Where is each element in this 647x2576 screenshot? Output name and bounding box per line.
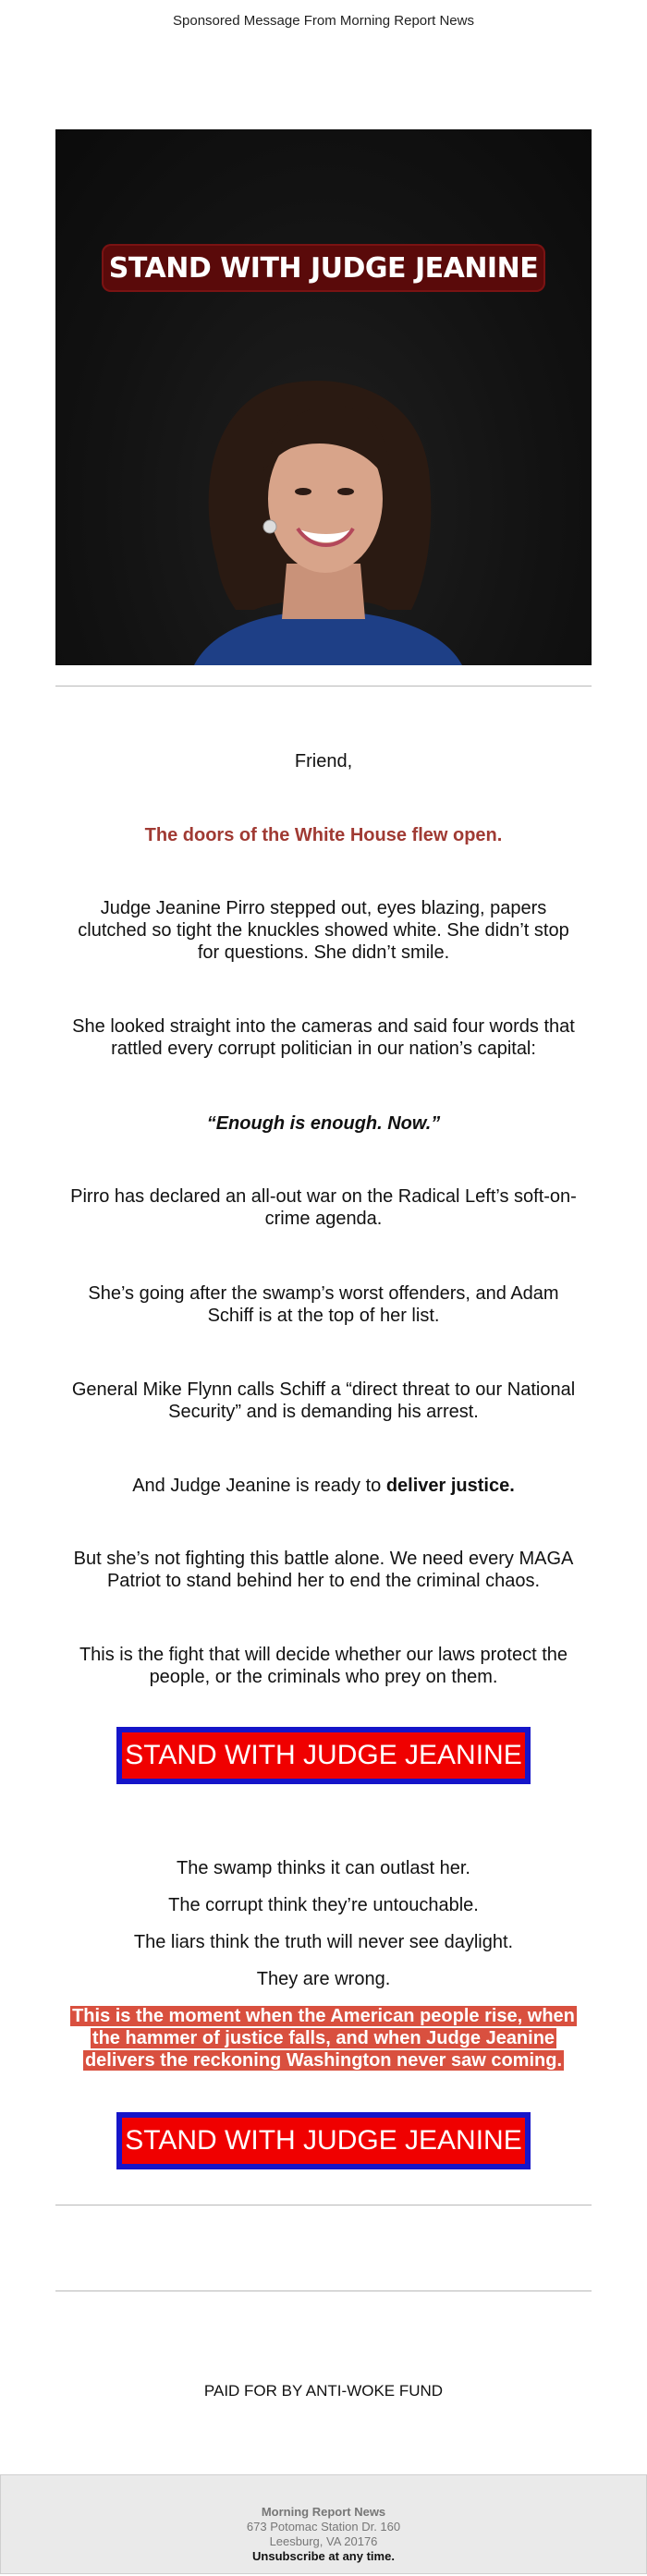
sponsored-message: Sponsored Message From Morning Report News	[173, 13, 474, 29]
headline: The doors of the White House flew open.	[144, 825, 503, 845]
paragraph-7: But she’s not fighting this battle alone. We need every MAGA Patriot to stand behind her to end the criminal chaos.	[73, 1549, 574, 1591]
unsubscribe-link[interactable]: Unsubscribe at any time.	[252, 2549, 395, 2563]
hero-banner	[102, 244, 545, 292]
statement-1: The swamp thinks it can outlast her.	[177, 1858, 470, 1878]
paragraph-1: Judge Jeanine Pirro stepped out, eyes blazing, papers clutched so tight the knuckles showed white. She didn’t stop for questions. She didn’t smile.	[78, 898, 569, 963]
divider-3	[55, 2290, 592, 2291]
statement-4: They are wrong.	[256, 1969, 391, 1989]
portrait-illustration	[55, 129, 592, 665]
greeting: Friend,	[294, 751, 353, 772]
cta-label-2: STAND WITH JUDGE JEANINE	[125, 2125, 522, 2156]
footer	[0, 2474, 647, 2574]
highlight-text: This is the moment when the American people rise, when the hammer of justice falls, and when Judge Jeanine delivers the reckoning Washington never saw coming.	[72, 2006, 575, 2071]
quote: “Enough is enough. Now.”	[206, 1113, 441, 1134]
stand-with-judge-jeanine-button-2[interactable]	[116, 2112, 531, 2169]
paragraph-6-text: And Judge Jeanine is ready to	[132, 1476, 386, 1496]
footer-address-1: 673 Potomac Station Dr. 160	[246, 2520, 401, 2533]
statement-3: The liars think the truth will never see daylight.	[133, 1932, 514, 1952]
statement-2: The corrupt think they’re untouchable.	[168, 1895, 479, 1915]
paragraph-2: She looked straight into the cameras and said four words that rattled every corrupt politician in our nation’s capital:	[72, 1016, 575, 1059]
footer-address-2: Leesburg, VA 20176	[269, 2534, 378, 2548]
paragraph-8: This is the fight that will decide whether our laws protect the people, or the criminals who prey on them.	[79, 1645, 568, 1687]
hero-banner-text: STAND WITH JUDGE JEANINE	[108, 251, 539, 285]
stand-with-judge-jeanine-button[interactable]	[116, 1727, 531, 1784]
paragraph-6	[67, 1475, 580, 1497]
cta-label: STAND WITH JUDGE JEANINE	[125, 1740, 522, 1770]
paid-for-disclaimer: PAID FOR BY ANTI-WOKE FUND	[203, 2382, 444, 2400]
hero-image	[55, 129, 592, 665]
paragraph-6-bold: deliver justice.	[385, 1476, 515, 1496]
footer-org: Morning Report News	[261, 2505, 386, 2519]
highlight-callout	[67, 2005, 580, 2072]
paragraph-3: Pirro has declared an all-out war on the Radical Left’s soft-on-crime agenda.	[70, 1186, 577, 1229]
paragraph-4: She’s going after the swamp’s worst offenders, and Adam Schiff is at the top of her list.	[88, 1283, 559, 1326]
divider	[55, 686, 592, 687]
paragraph-5: General Mike Flynn calls Schiff a “direct threat to our National Security” and is demanding his arrest.	[71, 1379, 576, 1422]
